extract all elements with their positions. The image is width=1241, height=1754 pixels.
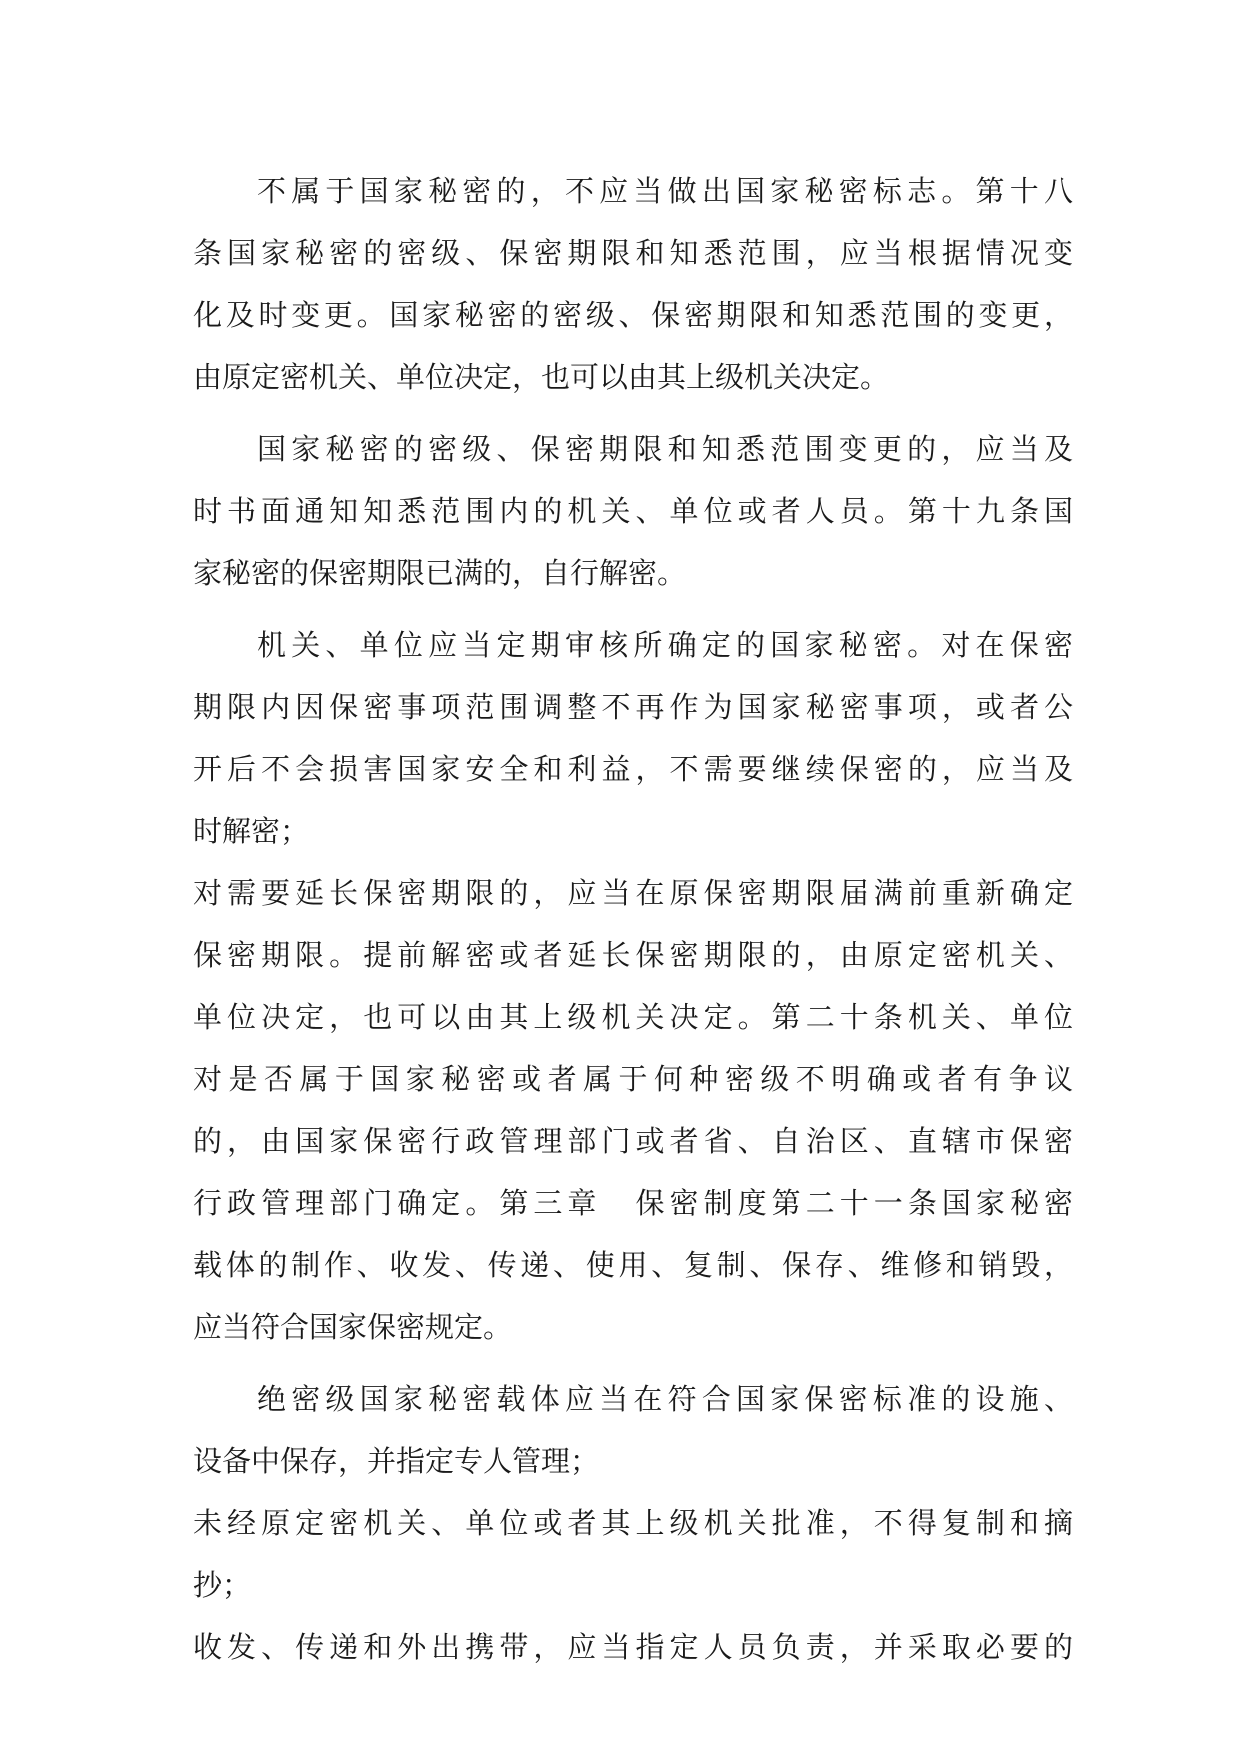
text-line: 载体的制作、收发、传递、使用、复制、保存、维修和销毁， bbox=[193, 1248, 1073, 1282]
paragraph-1 bbox=[193, 160, 1073, 408]
text-line: 应当符合国家保密规定。 bbox=[193, 1310, 513, 1344]
text-line: 单位决定，也可以由其上级机关决定。第二十条机关、单位 bbox=[193, 1000, 1073, 1034]
text-line: 对是否属于国家秘密或者属于何种密级不明确或者有争议 bbox=[193, 1062, 1073, 1096]
text-line: 家秘密的保密期限已满的，自行解密。 bbox=[193, 556, 687, 590]
text-line: 由原定密机关、单位决定，也可以由其上级机关决定。 bbox=[193, 360, 890, 394]
text-line: 国家秘密的密级、保密期限和知悉范围变更的，应当及 bbox=[257, 432, 1073, 466]
text-line: 绝密级国家秘密载体应当在符合国家保密标准的设施、 bbox=[257, 1382, 1073, 1416]
paragraph-3 bbox=[193, 614, 1073, 1358]
text-line: 的，由国家保密行政管理部门或者省、自治区、直辖市保密 bbox=[193, 1124, 1073, 1158]
text-line: 时书面通知知悉范围内的机关、单位或者人员。第十九条国 bbox=[193, 494, 1073, 528]
text-line: 化及时变更。国家秘密的密级、保密期限和知悉范围的变更， bbox=[193, 298, 1073, 332]
text-line: 时解密； bbox=[193, 814, 310, 848]
document-body bbox=[193, 160, 1073, 1678]
text-line: 设备中保存，并指定专人管理； bbox=[193, 1444, 600, 1478]
text-line: 机关、单位应当定期审核所确定的国家秘密。对在保密 bbox=[257, 628, 1073, 662]
text-line: 收发、传递和外出携带，应当指定人员负责，并采取必要的 bbox=[193, 1630, 1073, 1664]
text-line: 期限内因保密事项范围调整不再作为国家秘密事项，或者公 bbox=[193, 690, 1073, 724]
text-line: 开后不会损害国家安全和利益，不需要继续保密的，应当及 bbox=[193, 752, 1073, 786]
paragraph-2 bbox=[193, 418, 1073, 604]
paragraph-4 bbox=[193, 1368, 1073, 1678]
text-line: 行政管理部门确定。第三章 保密制度第二十一条国家秘密 bbox=[193, 1186, 1073, 1220]
text-line: 抄； bbox=[193, 1568, 252, 1602]
text-line: 不属于国家秘密的，不应当做出国家秘密标志。第十八 bbox=[257, 174, 1073, 208]
text-line: 未经原定密机关、单位或者其上级机关批准，不得复制和摘 bbox=[193, 1506, 1073, 1540]
text-line: 对需要延长保密期限的，应当在原保密期限届满前重新确定 bbox=[193, 876, 1073, 910]
text-line: 条国家秘密的密级、保密期限和知悉范围，应当根据情况变 bbox=[193, 236, 1073, 270]
text-line: 保密期限。提前解密或者延长保密期限的，由原定密机关、 bbox=[193, 938, 1073, 972]
